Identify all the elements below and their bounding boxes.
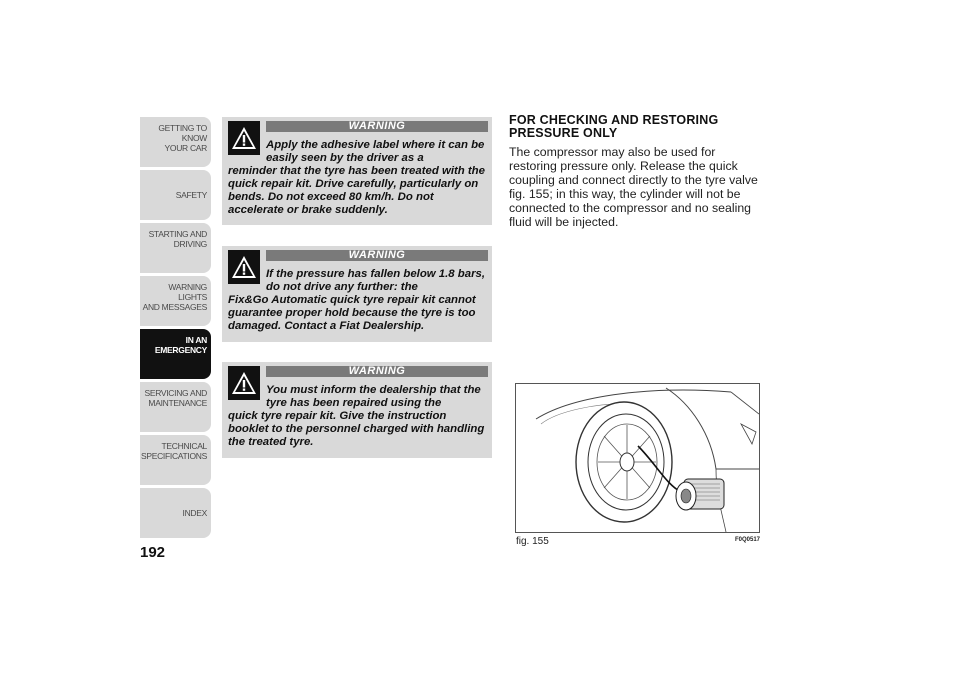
figure-caption: fig. 155 [516,536,549,547]
section-title: FOR CHECKING AND RESTORING PRESSURE ONLY [509,113,719,140]
tab-getting-to-know-your-car[interactable]: GETTING TO KNOW YOUR CAR [140,117,211,167]
section-body: The compressor may also be used for restoring pressure only. Release the quick coupling and connect directly to the tyre valve fig. 155; in this way, the cylinder will not be connected to the compressor and no sealing fluid will be injected. [509,145,758,229]
page-number: 192 [140,544,166,561]
warning-lead-text: If the pressure has fallen below 1.8 bars, do not drive any further: the [266,268,486,293]
figure-code: F0Q0517 [735,537,761,543]
tab-index[interactable]: INDEX [140,488,211,538]
warning-text [228,384,486,449]
warning-box-inform-dealership [222,362,492,458]
warning-box-low-pressure [222,246,492,342]
warning-box-adhesive-label [222,117,492,225]
warning-lead-text: Apply the adhesive label where it can be easily seen by the driver as a [266,139,485,164]
figure-compressor-illustration [515,383,760,533]
warning-text [228,139,486,217]
compressor-tyre-illustration [516,384,759,532]
warning-heading: WARNING [266,121,488,132]
warning-heading: WARNING [266,250,488,261]
tab-servicing-and-maintenance[interactable]: SERVICING AND MAINTENANCE [140,382,211,432]
tab-in-an-emergency[interactable]: IN AN EMERGENCY [140,329,211,379]
warning-rest-text: quick tyre repair kit. Give the instruction booklet to the personnel charged with handling the treated tyre. [228,410,485,448]
tab-warning-lights-and-messages[interactable]: WARNING LIGHTS AND MESSAGES [140,276,211,326]
warning-lead-text: You must inform the dealership that the tyre has been repaired using the [266,384,481,409]
warning-rest-text: Fix&Go Automatic quick tyre repair kit cannot guarantee proper hold because the tyre is too damaged. Contact a Fiat Dealership. [228,294,476,332]
tab-starting-and-driving[interactable]: STARTING AND DRIVING [140,223,211,273]
tab-safety[interactable]: SAFETY [140,170,211,220]
tab-technical-specifications[interactable]: TECHNICAL SPECIFICATIONS [140,435,211,485]
warning-heading: WARNING [266,366,488,377]
warning-text [228,268,486,333]
warning-rest-text: reminder that the tyre has been treated with the quick repair kit. Drive carefully, particularly on bends. Do not exceed 80 km/h. Do not accelerate or brake suddenly. [228,165,485,216]
